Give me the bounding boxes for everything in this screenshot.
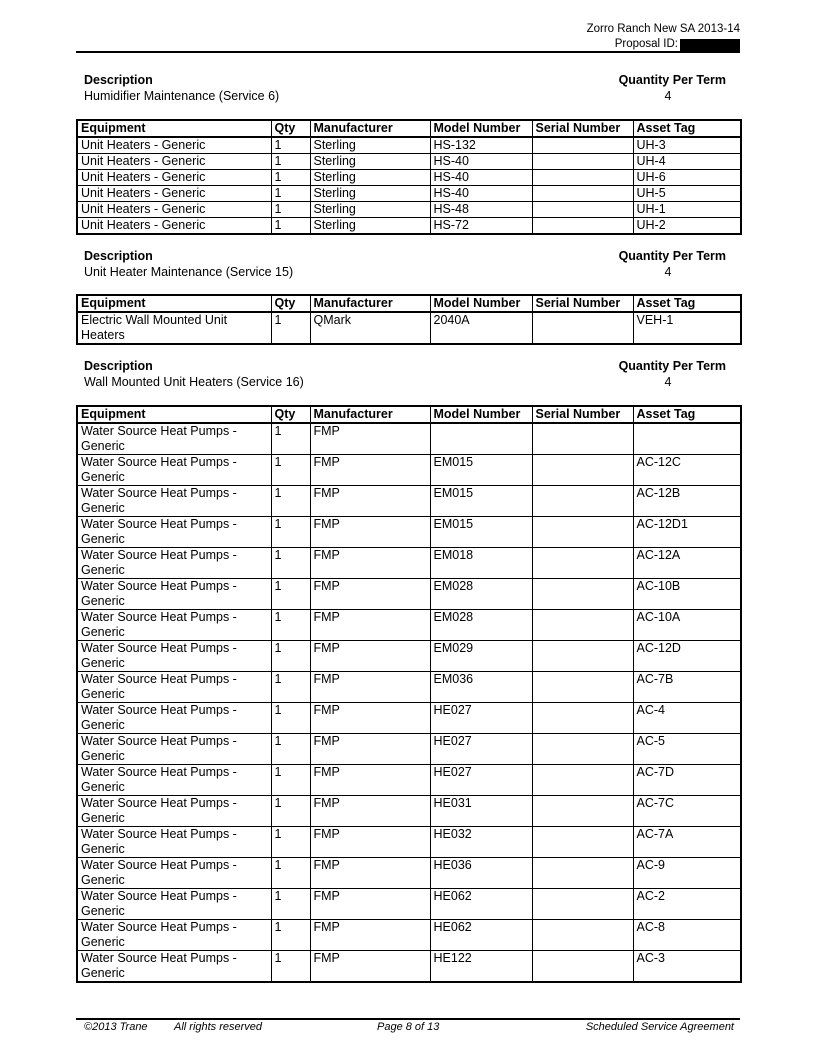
col-model-number-cell: HE062 <box>430 889 532 920</box>
equipment-table <box>76 294 742 345</box>
col-asset-tag-cell: AC-12A <box>633 548 741 579</box>
col-serial-number-cell <box>532 858 633 889</box>
col-manufacturer-cell: Sterling <box>310 170 430 186</box>
col-asset-tag-cell: UH-3 <box>633 137 741 154</box>
col-asset-tag-cell: UH-1 <box>633 202 741 218</box>
footer-document-title: Scheduled Service Agreement <box>585 1021 734 1033</box>
col-model-number-cell: HE122 <box>430 951 532 983</box>
col-equipment-cell: Water Source Heat Pumps - Generic <box>77 641 271 672</box>
col-model-number-cell: HS-132 <box>430 137 532 154</box>
col-model-number-cell: EM029 <box>430 641 532 672</box>
table-row <box>77 186 741 202</box>
col-model-number-cell: HE027 <box>430 703 532 734</box>
col-manufacturer-cell: FMP <box>310 796 430 827</box>
col-model-number-cell: EM015 <box>430 517 532 548</box>
table-header-row <box>77 406 741 423</box>
table-row <box>77 858 741 889</box>
col-asset-tag-cell: AC-9 <box>633 858 741 889</box>
description-label: Description <box>84 73 153 87</box>
col-serial-number-cell <box>532 827 633 858</box>
col-serial-number-cell <box>532 154 633 170</box>
col-qty-cell: 1 <box>271 170 310 186</box>
col-serial-number-cell <box>532 170 633 186</box>
col-qty-header: Qty <box>271 406 310 423</box>
col-qty-cell: 1 <box>271 517 310 548</box>
col-equipment-cell: Water Source Heat Pumps - Generic <box>77 734 271 765</box>
col-equipment-cell: Water Source Heat Pumps - Generic <box>77 486 271 517</box>
col-model-number-cell: HE032 <box>430 827 532 858</box>
quantity-per-term-label: Quantity Per Term <box>618 249 726 263</box>
col-manufacturer-cell: QMark <box>310 312 430 344</box>
col-manufacturer-cell: FMP <box>310 703 430 734</box>
quantity-per-term-value: 4 <box>664 89 672 103</box>
col-manufacturer-cell: FMP <box>310 641 430 672</box>
col-equipment-cell: Unit Heaters - Generic <box>77 170 271 186</box>
col-serial-number-cell <box>532 517 633 548</box>
col-asset-tag-cell: UH-5 <box>633 186 741 202</box>
col-manufacturer-cell: Sterling <box>310 218 430 235</box>
col-model-number-cell: EM018 <box>430 548 532 579</box>
col-serial-number-cell <box>532 920 633 951</box>
col-model-number-header: Model Number <box>430 295 532 312</box>
col-model-number-cell: 2040A <box>430 312 532 344</box>
col-equipment-cell: Water Source Heat Pumps - Generic <box>77 423 271 455</box>
description-text: Unit Heater Maintenance (Service 15) <box>84 265 294 279</box>
col-serial-number-cell <box>532 579 633 610</box>
col-asset-tag-cell: AC-12C <box>633 455 741 486</box>
col-serial-number-header: Serial Number <box>532 295 633 312</box>
col-equipment-cell: Unit Heaters - Generic <box>77 186 271 202</box>
proposal-id-line <box>587 37 740 52</box>
col-qty-cell: 1 <box>271 858 310 889</box>
description-label: Description <box>84 359 153 373</box>
col-qty-cell: 1 <box>271 202 310 218</box>
col-asset-tag-cell <box>633 423 741 455</box>
col-serial-number-cell <box>532 486 633 517</box>
quantity-per-term-label: Quantity Per Term <box>618 73 726 87</box>
col-model-number-cell: HE027 <box>430 734 532 765</box>
table-row <box>77 517 741 548</box>
table-row <box>77 218 741 235</box>
quantity-per-term-value: 4 <box>664 375 672 389</box>
table-row <box>77 423 741 455</box>
col-model-number-cell: EM028 <box>430 610 532 641</box>
col-qty-cell: 1 <box>271 951 310 983</box>
col-qty-cell: 1 <box>271 796 310 827</box>
col-asset-tag-cell: UH-4 <box>633 154 741 170</box>
equipment-table <box>76 405 742 983</box>
col-asset-tag-cell: UH-2 <box>633 218 741 235</box>
table-row <box>77 610 741 641</box>
table-row <box>77 202 741 218</box>
proposal-id-label: Proposal ID: <box>614 38 678 50</box>
section-description-2 <box>84 248 726 280</box>
col-equipment-cell: Water Source Heat Pumps - Generic <box>77 517 271 548</box>
col-manufacturer-cell: FMP <box>310 858 430 889</box>
col-serial-number-cell <box>532 548 633 579</box>
col-equipment-cell: Water Source Heat Pumps - Generic <box>77 548 271 579</box>
col-equipment-cell: Water Source Heat Pumps - Generic <box>77 579 271 610</box>
col-asset-tag-cell: AC-3 <box>633 951 741 983</box>
col-qty-cell: 1 <box>271 827 310 858</box>
col-equipment-header: Equipment <box>77 295 271 312</box>
col-manufacturer-header: Manufacturer <box>310 120 430 137</box>
col-manufacturer-cell: FMP <box>310 610 430 641</box>
col-equipment-cell: Water Source Heat Pumps - Generic <box>77 672 271 703</box>
col-manufacturer-cell: FMP <box>310 486 430 517</box>
col-model-number-cell: HE062 <box>430 920 532 951</box>
col-equipment-cell: Water Source Heat Pumps - Generic <box>77 951 271 983</box>
col-asset-tag-cell: AC-7D <box>633 765 741 796</box>
table-header-row <box>77 120 741 137</box>
col-model-number-cell: HE031 <box>430 796 532 827</box>
table-row <box>77 154 741 170</box>
col-model-number-cell: EM036 <box>430 672 532 703</box>
col-equipment-cell: Water Source Heat Pumps - Generic <box>77 920 271 951</box>
col-serial-number-cell <box>532 641 633 672</box>
col-qty-header: Qty <box>271 295 310 312</box>
table-row <box>77 579 741 610</box>
col-model-number-cell: HS-72 <box>430 218 532 235</box>
col-qty-cell: 1 <box>271 641 310 672</box>
col-serial-number-cell <box>532 796 633 827</box>
col-qty-cell: 1 <box>271 920 310 951</box>
col-serial-number-cell <box>532 703 633 734</box>
col-model-number-cell: HS-40 <box>430 170 532 186</box>
col-manufacturer-header: Manufacturer <box>310 295 430 312</box>
col-serial-number-cell <box>532 186 633 202</box>
col-model-number-cell: HS-40 <box>430 186 532 202</box>
col-manufacturer-cell: Sterling <box>310 202 430 218</box>
description-label: Description <box>84 249 153 263</box>
col-manufacturer-cell: FMP <box>310 951 430 983</box>
table-row <box>77 455 741 486</box>
footer-divider <box>76 1018 740 1020</box>
col-asset-tag-cell: AC-10B <box>633 579 741 610</box>
col-qty-cell: 1 <box>271 703 310 734</box>
col-equipment-cell: Unit Heaters - Generic <box>77 218 271 235</box>
col-equipment-cell: Unit Heaters - Generic <box>77 202 271 218</box>
footer-rights: All rights reserved <box>174 1021 263 1033</box>
col-asset-tag-header: Asset Tag <box>633 120 741 137</box>
col-equipment-cell: Water Source Heat Pumps - Generic <box>77 703 271 734</box>
col-manufacturer-cell: FMP <box>310 517 430 548</box>
col-equipment-cell: Water Source Heat Pumps - Generic <box>77 889 271 920</box>
table-row <box>77 827 741 858</box>
footer-page-number: Page 8 of 13 <box>377 1021 440 1033</box>
table-row <box>77 170 741 186</box>
col-asset-tag-cell: AC-12D <box>633 641 741 672</box>
col-qty-header: Qty <box>271 120 310 137</box>
col-manufacturer-cell: FMP <box>310 455 430 486</box>
col-manufacturer-cell: Sterling <box>310 137 430 154</box>
col-model-number-cell: EM015 <box>430 486 532 517</box>
col-equipment-header: Equipment <box>77 406 271 423</box>
col-equipment-cell: Water Source Heat Pumps - Generic <box>77 610 271 641</box>
col-asset-tag-cell: VEH-1 <box>633 312 741 344</box>
col-manufacturer-cell: Sterling <box>310 154 430 170</box>
col-serial-number-header: Serial Number <box>532 120 633 137</box>
col-equipment-cell: Water Source Heat Pumps - Generic <box>77 765 271 796</box>
col-serial-number-cell <box>532 672 633 703</box>
col-asset-tag-header: Asset Tag <box>633 406 741 423</box>
col-serial-number-cell <box>532 455 633 486</box>
col-serial-number-cell <box>532 889 633 920</box>
col-asset-tag-cell: AC-7A <box>633 827 741 858</box>
col-serial-number-cell <box>532 610 633 641</box>
col-manufacturer-cell: FMP <box>310 672 430 703</box>
table-row <box>77 641 741 672</box>
col-asset-tag-cell: AC-7B <box>633 672 741 703</box>
table-row <box>77 312 741 344</box>
document-title: Zorro Ranch New SA 2013-14 <box>586 23 740 35</box>
col-asset-tag-cell: AC-4 <box>633 703 741 734</box>
col-equipment-cell: Water Source Heat Pumps - Generic <box>77 455 271 486</box>
col-qty-cell: 1 <box>271 218 310 235</box>
description-text: Humidifier Maintenance (Service 6) <box>84 89 280 103</box>
col-serial-number-cell <box>532 423 633 455</box>
table-row <box>77 920 741 951</box>
table-row <box>77 734 741 765</box>
col-manufacturer-cell: FMP <box>310 423 430 455</box>
col-equipment-cell: Water Source Heat Pumps - Generic <box>77 796 271 827</box>
table-row <box>77 796 741 827</box>
col-equipment-header: Equipment <box>77 120 271 137</box>
equipment-table <box>76 119 742 235</box>
col-model-number-cell: EM015 <box>430 455 532 486</box>
col-manufacturer-cell: FMP <box>310 579 430 610</box>
col-equipment-cell: Unit Heaters - Generic <box>77 154 271 170</box>
col-asset-tag-header: Asset Tag <box>633 295 741 312</box>
col-equipment-cell: Water Source Heat Pumps - Generic <box>77 858 271 889</box>
table-row <box>77 889 741 920</box>
table-row <box>77 137 741 154</box>
col-model-number-cell: HS-40 <box>430 154 532 170</box>
col-qty-cell: 1 <box>271 154 310 170</box>
col-qty-cell: 1 <box>271 486 310 517</box>
col-qty-cell: 1 <box>271 548 310 579</box>
col-serial-number-cell <box>532 951 633 983</box>
table-row <box>77 672 741 703</box>
quantity-per-term-value: 4 <box>664 265 672 279</box>
col-asset-tag-cell: AC-5 <box>633 734 741 765</box>
table-row <box>77 703 741 734</box>
col-model-number-cell: HE027 <box>430 765 532 796</box>
col-model-number-cell: EM028 <box>430 579 532 610</box>
col-qty-cell: 1 <box>271 455 310 486</box>
col-manufacturer-cell: FMP <box>310 920 430 951</box>
col-asset-tag-cell: AC-12D1 <box>633 517 741 548</box>
col-model-number-header: Model Number <box>430 120 532 137</box>
col-model-number-cell: HE036 <box>430 858 532 889</box>
redacted-proposal-id <box>680 39 740 51</box>
col-manufacturer-cell: FMP <box>310 827 430 858</box>
description-text: Wall Mounted Unit Heaters (Service 16) <box>84 375 304 389</box>
footer-copyright: ©2013 Trane <box>84 1021 148 1033</box>
header-divider <box>76 51 740 53</box>
col-manufacturer-cell: FMP <box>310 548 430 579</box>
table-header-row <box>77 295 741 312</box>
table-row <box>77 765 741 796</box>
col-manufacturer-cell: FMP <box>310 734 430 765</box>
col-asset-tag-cell: UH-6 <box>633 170 741 186</box>
col-serial-number-cell <box>532 312 633 344</box>
col-qty-cell: 1 <box>271 610 310 641</box>
col-model-number-cell <box>430 423 532 455</box>
col-serial-number-cell <box>532 218 633 235</box>
col-asset-tag-cell: AC-8 <box>633 920 741 951</box>
col-asset-tag-cell: AC-2 <box>633 889 741 920</box>
col-qty-cell: 1 <box>271 312 310 344</box>
table-row <box>77 548 741 579</box>
col-serial-number-header: Serial Number <box>532 406 633 423</box>
col-equipment-cell: Water Source Heat Pumps - Generic <box>77 827 271 858</box>
col-qty-cell: 1 <box>271 186 310 202</box>
col-manufacturer-header: Manufacturer <box>310 406 430 423</box>
col-qty-cell: 1 <box>271 734 310 765</box>
col-equipment-cell: Electric Wall Mounted Unit Heaters <box>77 312 271 344</box>
col-qty-cell: 1 <box>271 672 310 703</box>
col-qty-cell: 1 <box>271 765 310 796</box>
col-manufacturer-cell: Sterling <box>310 186 430 202</box>
col-asset-tag-cell: AC-7C <box>633 796 741 827</box>
col-qty-cell: 1 <box>271 889 310 920</box>
col-asset-tag-cell: AC-10A <box>633 610 741 641</box>
col-equipment-cell: Unit Heaters - Generic <box>77 137 271 154</box>
col-serial-number-cell <box>532 202 633 218</box>
col-model-number-header: Model Number <box>430 406 532 423</box>
col-manufacturer-cell: FMP <box>310 889 430 920</box>
col-serial-number-cell <box>532 137 633 154</box>
col-serial-number-cell <box>532 765 633 796</box>
col-qty-cell: 1 <box>271 423 310 455</box>
section-description-3 <box>84 358 726 390</box>
col-asset-tag-cell: AC-12B <box>633 486 741 517</box>
table-row <box>77 486 741 517</box>
col-manufacturer-cell: FMP <box>310 765 430 796</box>
page-header <box>587 22 740 52</box>
section-description-1 <box>84 72 726 104</box>
col-serial-number-cell <box>532 734 633 765</box>
col-qty-cell: 1 <box>271 579 310 610</box>
col-model-number-cell: HS-48 <box>430 202 532 218</box>
quantity-per-term-label: Quantity Per Term <box>618 359 726 373</box>
table-row <box>77 951 741 983</box>
col-qty-cell: 1 <box>271 137 310 154</box>
